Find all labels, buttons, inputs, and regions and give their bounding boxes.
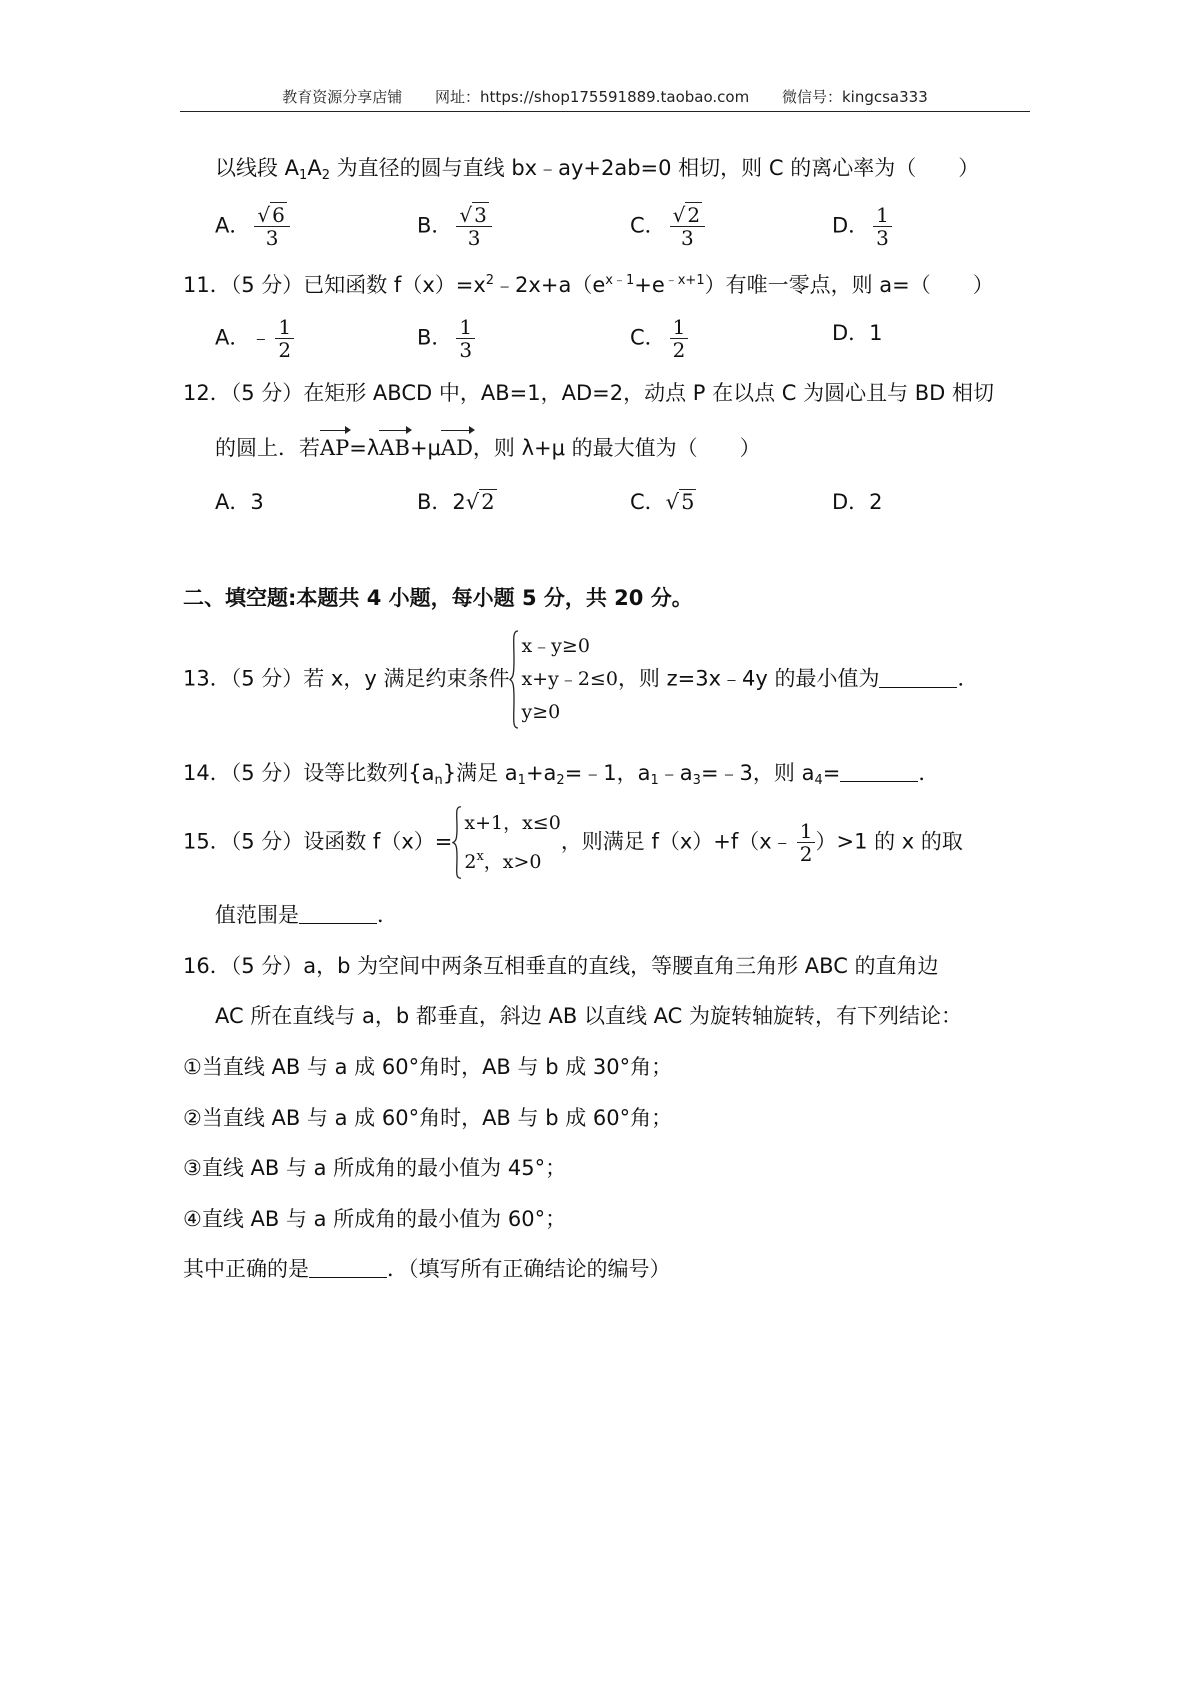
q13-answer-blank <box>879 667 957 688</box>
q15-stem: 15．（5 分）设函数 f（x）= x+1，x≤0 2$^x$，x>0 ，则满足 f（x）+f（x﹣ $\frac{1}{2}$ ）>1 的 x 的取 <box>183 806 963 879</box>
q16-item-2: ②当直线 AB 与 a 成 60°角时，AB 与 b 成 60°角； <box>183 1106 673 1130</box>
vector-ad: AD <box>441 432 473 464</box>
q12-stem-line1: 12．（5 分）在矩形 ABCD 中，AB=1，AD=2，动点 P 在以点 C 为圆心且与 BD 相切 <box>183 381 995 405</box>
section-title-fill-in: 二、填空题:本题共 4 小题，每小题 5 分，共 20 分。 <box>183 586 693 610</box>
q13-stem: 13．（5 分）若 x，y 满足约束条件 x﹣y≥0 x+y﹣2≤0 y≥0 ，则 z=3x﹣4y 的最小值为 ． <box>183 630 978 729</box>
q10-stem: 以线段 $A_1A_2$ 为直径的圆与直线 bx﹣ay+2ab=0 相切，则 C 的离心率为（ ） <box>215 156 980 183</box>
q11-option-a: A．﹣ $\frac{1}{2}$ <box>215 317 294 360</box>
q12-option-a: A．3 <box>215 490 264 514</box>
q11-option-c: C． $\frac{1}{2}$ <box>630 317 688 360</box>
vector-ab: AB <box>379 432 410 464</box>
q10-option-b: B． $\frac{√ 3}{3}$ <box>417 205 492 248</box>
q13-constraint-system: x﹣y≥0 x+y﹣2≤0 y≥0 <box>509 630 617 729</box>
q12-stem-line2: 的圆上．若AP=λAB+μAD，则 λ+μ 的最大值为（ ） <box>215 432 761 464</box>
header-site: 网址：https://shop175591889.taobao.com <box>435 88 750 106</box>
q10-option-d: D． $\frac{1}{3}$ <box>832 205 892 248</box>
q11-option-b: B． $\frac{1}{3}$ <box>417 317 475 360</box>
q15-answer-blank <box>299 903 377 924</box>
q14-stem: 14．（5 分）设等比数列$\{a_n\}$满足 $a_1+a_2=﹣1$，$a_1﹣a_3=﹣3$，则 $a_4=$ ． <box>183 761 940 788</box>
q11-option-d: D．1 <box>832 321 883 345</box>
q12-option-b: B．2√2 <box>417 490 495 514</box>
q16-item-1: ①当直线 AB 与 a 成 60°角时，AB 与 b 成 30°角； <box>183 1055 673 1079</box>
header-shop: 教育资源分享店铺 <box>282 88 403 106</box>
q16-conclusion: 其中正确的是 ．（填写所有正确结论的编号） <box>183 1257 671 1281</box>
q12-option-c: C．√5 <box>630 490 695 514</box>
q11-stem: 11．（5 分）已知函数 $f(x)=x^2﹣2x+a(e^{x﹣1}+e^{﹣x+1})$有唯一零点，则 a=（ ） <box>183 273 994 297</box>
q10-option-a: A． $\frac{√ 6}{3}$ <box>215 205 290 248</box>
header-divider <box>180 111 1030 112</box>
left-brace-icon <box>509 630 519 729</box>
q16-item-4: ④直线 AB 与 a 所成角的最小值为 60°； <box>183 1207 567 1231</box>
q16-item-3: ③直线 AB 与 a 所成角的最小值为 45°； <box>183 1156 567 1180</box>
vector-ap: AP <box>320 432 349 464</box>
q16-answer-blank <box>309 1257 387 1278</box>
q16-stem-line1: 16．（5 分）a，b 为空间中两条互相垂直的直线，等腰直角三角形 ABC 的直角边 <box>183 954 939 978</box>
header-wechat: 微信号：kingcsa333 <box>781 88 928 106</box>
page-header <box>180 86 1030 112</box>
q15-stem-line2: 值范围是 ． <box>215 903 398 927</box>
q15-piecewise: x+1，x≤0 2$^x$，x>0 <box>452 806 560 879</box>
left-brace-icon <box>452 806 462 879</box>
q12-option-d: D．2 <box>832 490 883 514</box>
q16-stem-line2: AC 所在直线与 a，b 都垂直，斜边 AB 以直线 AC 为旋转轴旋转，有下列结论： <box>215 1004 963 1028</box>
q14-answer-blank <box>840 761 918 782</box>
q10-option-c: C． $\frac{√ 2}{3}$ <box>630 205 705 248</box>
